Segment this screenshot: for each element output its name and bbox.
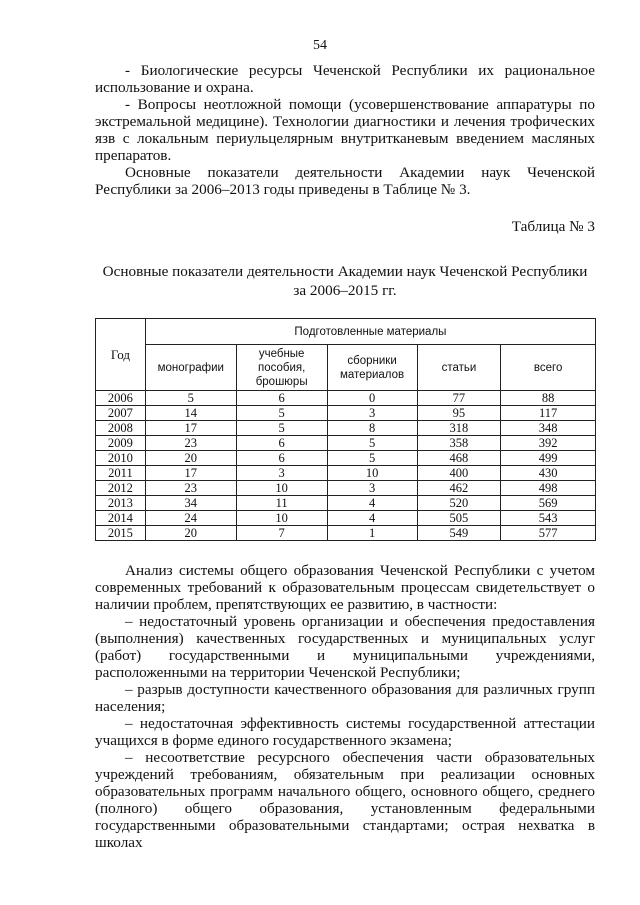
table-cell: 2011: [96, 466, 146, 481]
table-cell: 498: [501, 481, 596, 496]
table-cell: 462: [417, 481, 501, 496]
table-cell: 2012: [96, 481, 146, 496]
table-cell: 23: [145, 436, 236, 451]
table-caption: Основные показатели деятельности Академии наук Чеченской Республики за 2006–2015 гг.: [102, 263, 588, 299]
table-cell: 20: [145, 451, 236, 466]
table-cell: 5: [327, 436, 417, 451]
table-cell: 5: [236, 406, 327, 421]
paragraph: - Биологические ресурсы Чеченской Республики их рациональное использование и охрана.: [95, 62, 595, 96]
table-cell: 14: [145, 406, 236, 421]
table-cell: 505: [417, 511, 501, 526]
table-cell: 358: [417, 436, 501, 451]
table-cell: 95: [417, 406, 501, 421]
table-cell: 5: [236, 421, 327, 436]
intro-text: [95, 62, 595, 198]
page-number: 54: [313, 38, 327, 53]
table-cell: 430: [501, 466, 596, 481]
table-row: [96, 406, 596, 421]
table-cell: 77: [417, 391, 501, 406]
column-header: монографии: [145, 345, 236, 391]
table-cell: 7: [236, 526, 327, 541]
table-cell: 0: [327, 391, 417, 406]
paragraph: Анализ системы общего образования Чеченской Республики с учетом современных требований к образовательным процессам свидетельствует о наличии проблем, препятствующих ее развитию, в частности:: [95, 562, 595, 613]
table-row: [96, 481, 596, 496]
table-cell: 549: [417, 526, 501, 541]
table-row: [96, 511, 596, 526]
table-row: [96, 466, 596, 481]
table-cell: 5: [327, 451, 417, 466]
table-row: [96, 391, 596, 406]
table-cell: 6: [236, 451, 327, 466]
year-header: Год: [96, 319, 146, 391]
table-cell: 24: [145, 511, 236, 526]
group-header: Подготовленные материалы: [145, 319, 595, 345]
table-cell: 543: [501, 511, 596, 526]
table-cell: 5: [145, 391, 236, 406]
table-cell: 11: [236, 496, 327, 511]
table-cell: 392: [501, 436, 596, 451]
table-cell: 577: [501, 526, 596, 541]
table-cell: 10: [236, 481, 327, 496]
table-cell: 3: [327, 481, 417, 496]
table-cell: 10: [327, 466, 417, 481]
table-cell: 2010: [96, 451, 146, 466]
column-header: всего: [501, 345, 596, 391]
table-cell: 520: [417, 496, 501, 511]
table-cell: 4: [327, 511, 417, 526]
table-cell: 318: [417, 421, 501, 436]
table-cell: 1: [327, 526, 417, 541]
column-header: учебные пособия, брошюры: [236, 345, 327, 391]
table-cell: 20: [145, 526, 236, 541]
table-row: [96, 421, 596, 436]
table-cell: 499: [501, 451, 596, 466]
table-label: Таблица № 3: [511, 218, 595, 235]
paragraph: – разрыв доступности качественного образования для различных групп населения;: [95, 681, 595, 715]
table-cell: 117: [501, 406, 596, 421]
table-cell: 2013: [96, 496, 146, 511]
table-cell: 17: [145, 421, 236, 436]
table-cell: 2009: [96, 436, 146, 451]
table-cell: 4: [327, 496, 417, 511]
paragraph: Основные показатели деятельности Академии наук Чеченской Республики за 2006–2013 годы приведены в Таблице № 3.: [95, 164, 595, 198]
table-cell: 23: [145, 481, 236, 496]
table-cell: 2008: [96, 421, 146, 436]
table-cell: 400: [417, 466, 501, 481]
table-cell: 2007: [96, 406, 146, 421]
paragraph: - Вопросы неотложной помощи (усовершенствование аппаратуры по экстремальной медицине). Технологии диагностики и лечения трофических язв с локальным периульцелярным внутритканевым введением масляных препаратов.: [95, 96, 595, 164]
table-row: [96, 451, 596, 466]
table-cell: 3: [327, 406, 417, 421]
paragraph: – несоответствие ресурсного обеспечения части образовательных учреждений требованиям, обязательным при реализации основных образовательных программ начального общего, основного общего, среднего (полного) общего образования, установленным федеральными государственными образовательными стандартами; острая нехватка в школах: [95, 749, 595, 851]
table-cell: 3: [236, 466, 327, 481]
table-cell: 17: [145, 466, 236, 481]
table-row: [96, 436, 596, 451]
table-cell: 569: [501, 496, 596, 511]
table-row: [96, 526, 596, 541]
table-cell: 8: [327, 421, 417, 436]
table-cell: 468: [417, 451, 501, 466]
table-cell: 6: [236, 436, 327, 451]
table-cell: 88: [501, 391, 596, 406]
table-cell: 6: [236, 391, 327, 406]
paragraph: – недостаточная эффективность системы государственной аттестации учащихся в форме единого государственного экзамена;: [95, 715, 595, 749]
body-text: [95, 562, 595, 851]
table-row: [96, 496, 596, 511]
paragraph: – недостаточный уровень организации и обеспечения предоставления (выполнения) качественных государственных и муниципальных услуг (работ) государственными и муниципальными учреждениями, расположенными на территории Чеченской Республики;: [95, 613, 595, 681]
table-cell: 2006: [96, 391, 146, 406]
column-header: сборники материалов: [327, 345, 417, 391]
table-cell: 348: [501, 421, 596, 436]
table-cell: 2015: [96, 526, 146, 541]
statistics-table: [95, 318, 596, 541]
table-cell: 2014: [96, 511, 146, 526]
table-cell: 10: [236, 511, 327, 526]
table-cell: 34: [145, 496, 236, 511]
column-header: статьи: [417, 345, 501, 391]
